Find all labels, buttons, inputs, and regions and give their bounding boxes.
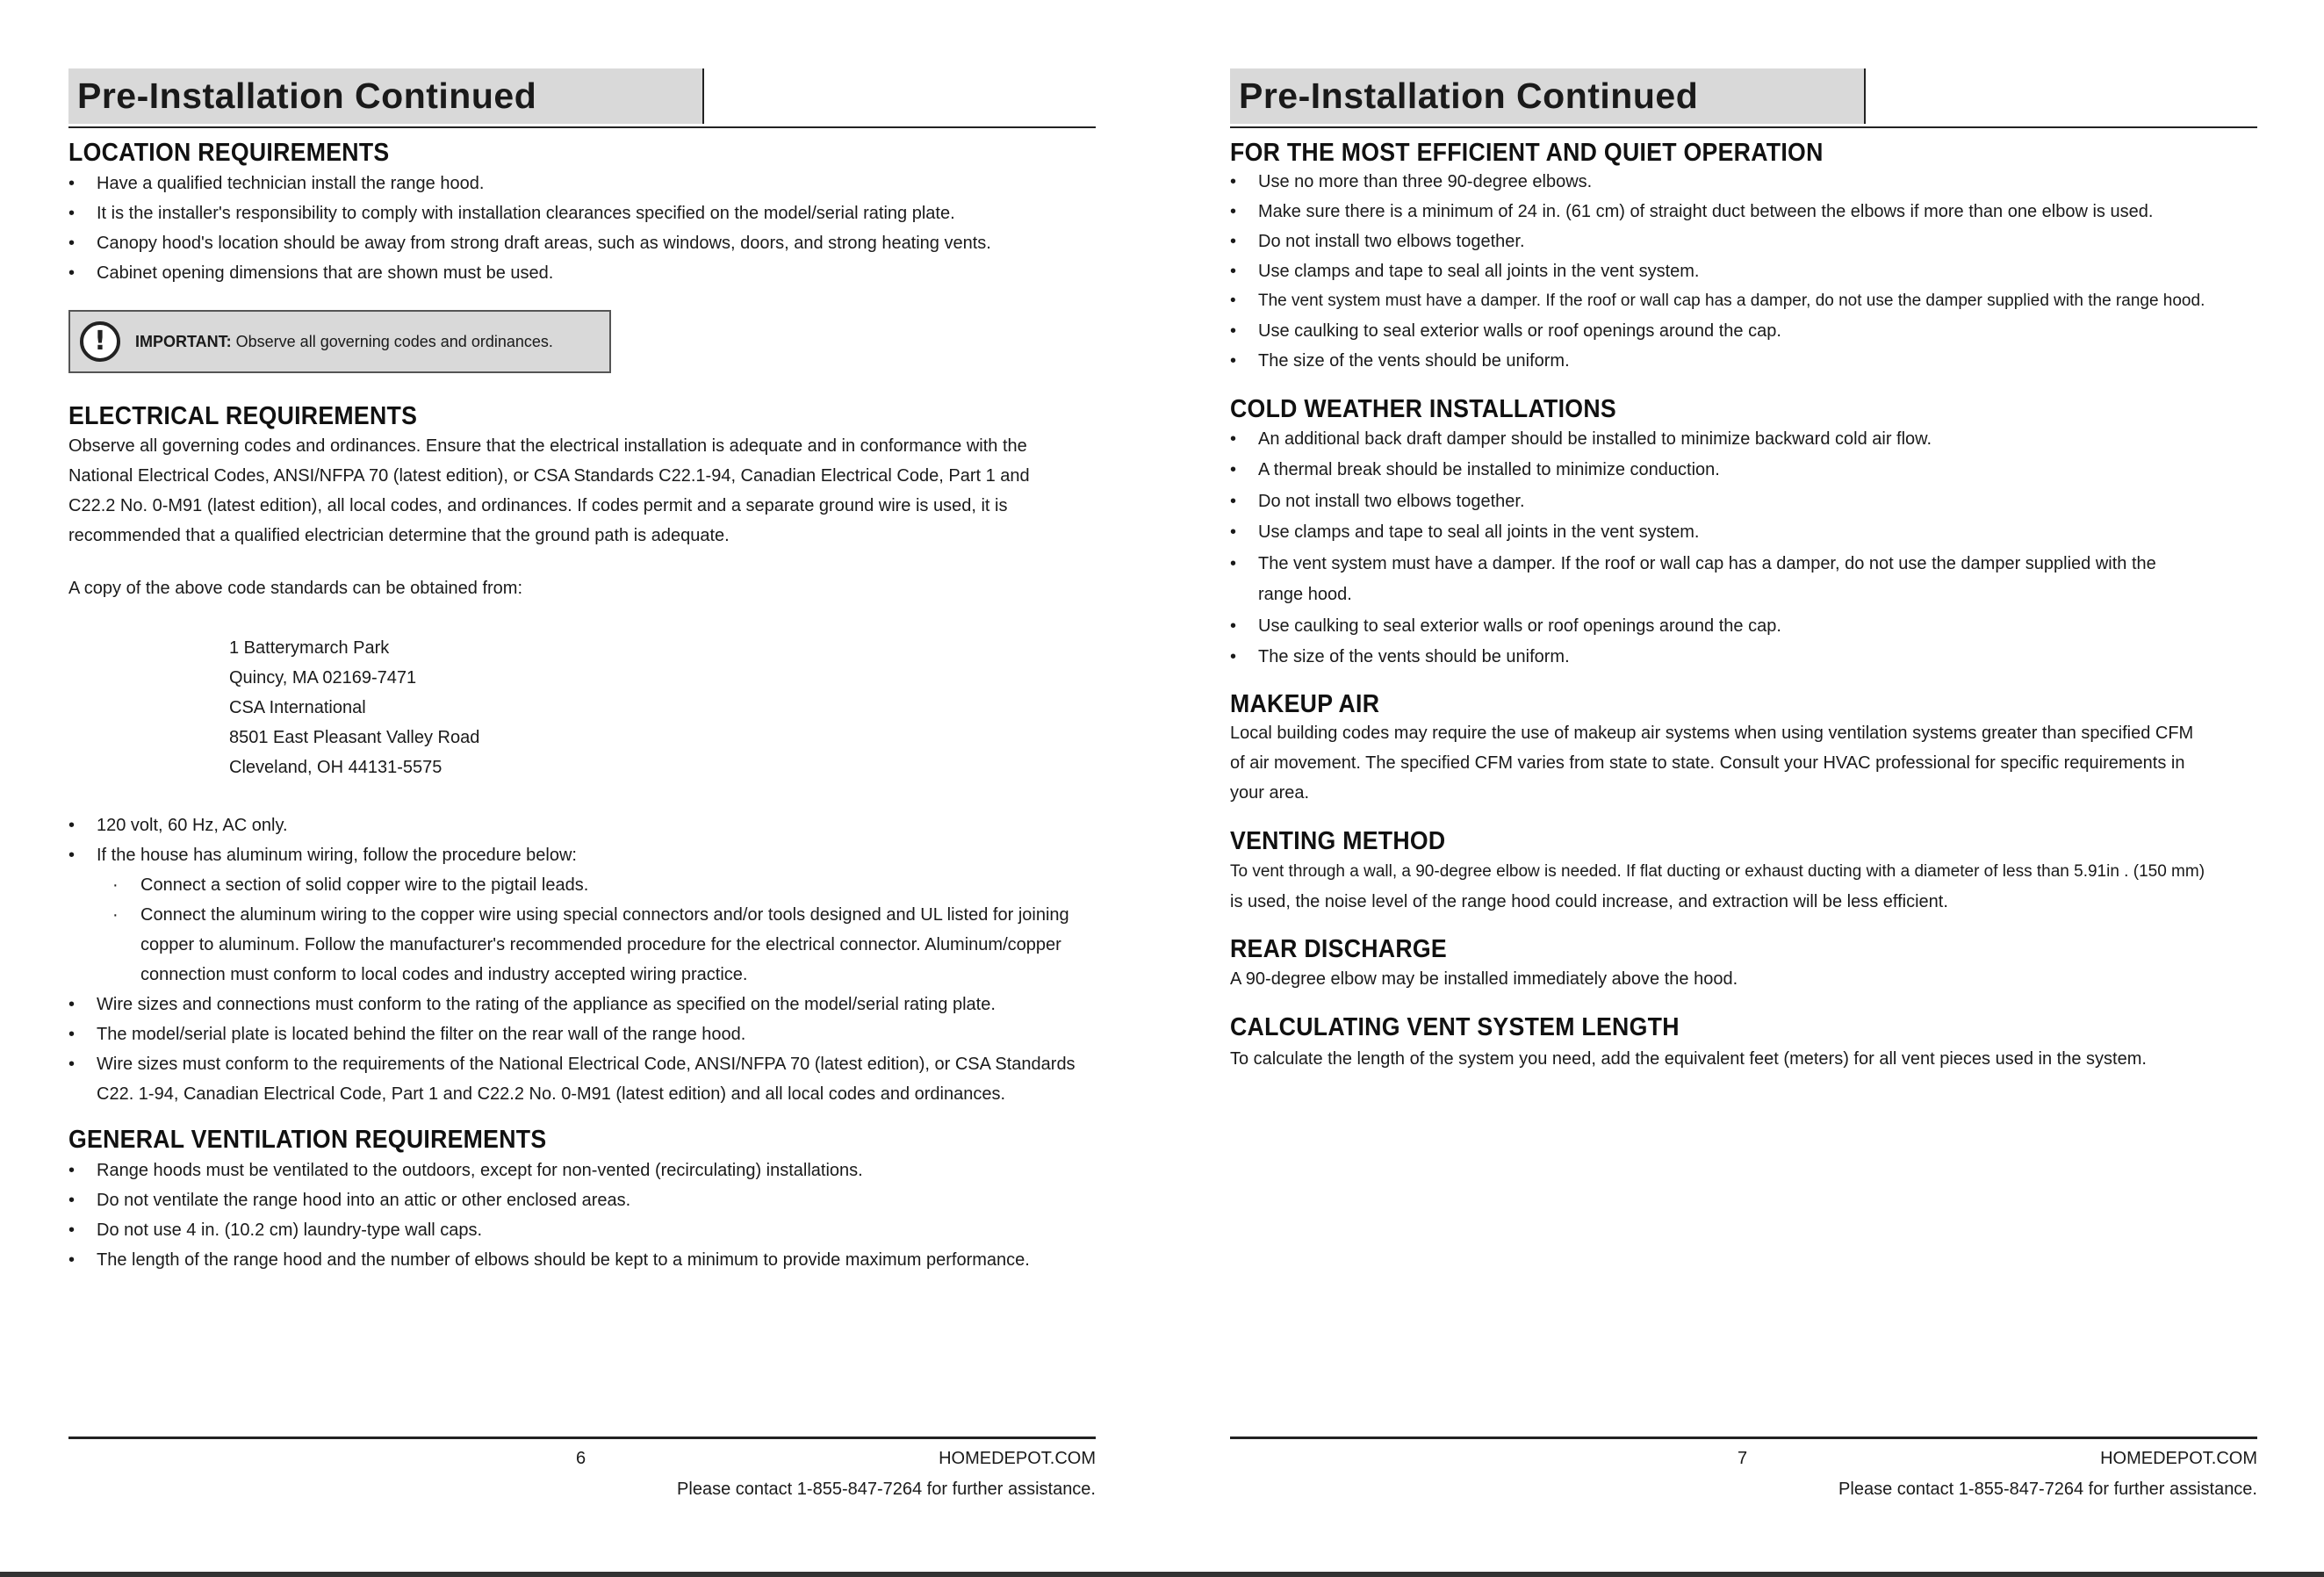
footer-site: HOMEDEPOT.COM	[939, 1449, 1096, 1468]
section-title-efficient: FOR THE MOST EFFICIENT AND QUIET OPERATION	[1230, 139, 1824, 167]
address-line: CSA International	[229, 698, 366, 717]
paragraph-line: Observe all governing codes and ordinances. Ensure that the electrical installation is adequate and in conformance with the	[68, 436, 1027, 456]
section-title-rear: REAR DISCHARGE	[1230, 935, 1447, 963]
page-title: Pre-Installation Continued	[1239, 76, 1699, 116]
paragraph-line: is used, the noise level of the range hood could increase, and extraction will be less efficient.	[1230, 892, 1948, 911]
address-line: Quincy, MA 02169-7471	[229, 668, 417, 688]
section-title-electrical: ELECTRICAL REQUIREMENTS	[68, 402, 418, 430]
paragraph-line: your area.	[1230, 783, 1310, 803]
important-text: IMPORTANT: Observe all governing codes and ordinances.	[135, 333, 553, 350]
section-title-location: LOCATION REQUIREMENTS	[68, 139, 390, 167]
paragraph-line: Local building codes may require the use of makeup air systems when using ventilation systems greater than specified CFM	[1230, 724, 2194, 743]
left-page: Pre-Installation Continued LOCATION REQUIREMENTS • Have a qualified technician install the range hood. • It is the installer's responsibility to comply with installation clearances specified on the model/serial rating plate. • Canopy hood's location should be away from strong draft areas, such as windows, doors, and strong heating vents. • Cabinet opening dimensions that are shown must be used. ! IMPORTANT: Observe all governing codes and ordinances. ELECTRICAL REQUIREMENTS Observe all governing codes and ordinances. Ensure that the electrical installation is adequate and in conformance with the National Electrical Codes, ANSI/NFPA 70 (latest edition), or CSA Standards C22.1-94, Canadian Electrical Code, Part 1 and C22.2 No. 0-M91 (latest edition), all local codes, and ordinances. If codes permit and a separate ground wire is used, it is recommended that a qualified electrician determine that the ground path is adequate. A copy of the above code standards can be obtained from: 1 Batterymarch Park Quincy, MA 02169-7471 CSA International 8501 East Pleasant Valley Road Cleveland, OH 44131-5575 • 120 volt, 60 Hz, AC only. • If the house has aluminum wiring, follow the procedure below: · Connect a section of solid copper wire to the pigtail leads. · Connect the aluminum wiring to the copper wire using special connectors and/or tools designed and UL listed for joining copper to aluminum. Follow the manufacturer's recommended procedure for the electrical connector. Aluminum/copper connection must conform to local codes and industry accepted wiring practice. • Wire sizes and connections must conform to the rating of the appliance as specified on the model/serial rating plate. • The model/serial plate is located behind the filter on the rear wall of the range hood. • Wire sizes must conform to the requirements of the National Electrical Code, ANSI/NFPA 70 (latest edition), or CSA Standards C22. 1-94, Canadian Electrical Code, Part 1 and C22.2 No. 0-M91 (latest edition) and all local codes and ordinances. GENERAL VENTILATION REQUIREMENTS • Range hoods must be ventilated to the outdoors, except for non-vented (recirculating) installations. • Do not ventilate the range hood into an attic or other enclosed areas. • Do not use 4 in. (10.2 cm) laundry-type wall caps. • The length of the range hood and the number of elbows should be kept to a minimum to provide maximum performance. 6 HOMEDEPOT.COM Please contact 1-855-847-7264 for further assistance.	[68, 0, 1096, 1537]
page-header	[1230, 68, 2257, 128]
exclamation-circle-icon	[80, 321, 120, 362]
footer-rule	[1230, 1437, 2257, 1439]
footer-rule	[68, 1437, 1096, 1439]
right-page: Pre-Installation Continued FOR THE MOST EFFICIENT AND QUIET OPERATION • Use no more than three 90-degree elbows. • Make sure there is a minimum of 24 in. (61 cm) of straight duct between the elbows if more than one elbow is used. • Do not install two elbows together. • Use clamps and tape to seal all joints in the vent system. • The vent system must have a damper. If the roof or wall cap has a damper, do not use the damper supplied with the range hood. • Use caulking to seal exterior walls or roof openings around the cap. • The size of the vents should be uniform. COLD WEATHER INSTALLATIONS • An additional back draft damper should be installed to minimize backward cold air flow. • A thermal break should be installed to minimize conduction. • Do not install two elbows together. • Use clamps and tape to seal all joints in the vent system. • The vent system must have a damper. If the roof or wall cap has a damper, do not use the damper supplied with the range hood. • Use caulking to seal exterior walls or roof openings around the cap. • The size of the vents should be uniform. MAKEUP AIR Local building codes may require the use of makeup air systems when using ventilation systems greater than specified CFM of air movement. The specified CFM varies from state to state. Consult your HVAC professional for specific requirements in your area. VENTING METHOD To vent through a wall, a 90-degree elbow is needed. If flat ducting or exhaust ducting with a diameter of less than 5.91in . (150 mm) is used, the noise level of the range hood could increase, and extraction will be less efficient. REAR DISCHARGE A 90-degree elbow may be installed immediately above the hood. CALCULATING VENT SYSTEM LENGTH To calculate the length of the system you need, add the equivalent feet (meters) for all vent pieces used in the system. 7 HOMEDEPOT.COM Please contact 1-855-847-7264 for further assistance.	[1230, 0, 2257, 1537]
paragraph-line: National Electrical Codes, ANSI/NFPA 70 (latest edition), or CSA Standards C22.1-94, Canadian Electrical Code, Part 1 and	[68, 466, 1030, 486]
footer-contact: Please contact 1-855-847-7264 for further assistance.	[677, 1480, 1096, 1499]
page-title: Pre-Installation Continued	[77, 76, 537, 116]
section-title-cold: COLD WEATHER INSTALLATIONS	[1230, 395, 1616, 423]
section-title-ventilation: GENERAL VENTILATION REQUIREMENTS	[68, 1126, 547, 1154]
header-box	[68, 68, 704, 124]
bottom-band	[0, 1572, 2324, 1577]
section-title-makeup: MAKEUP AIR	[1230, 690, 1380, 718]
paragraph-line: recommended that a qualified electrician determine that the ground path is adequate.	[68, 526, 730, 545]
address-line: 1 Batterymarch Park	[229, 638, 390, 658]
footer-contact: Please contact 1-855-847-7264 for further assistance.	[1838, 1480, 2257, 1499]
address-line: 8501 East Pleasant Valley Road	[229, 728, 480, 747]
important-notice	[68, 310, 611, 373]
header-box	[1230, 68, 1866, 124]
paragraph-line: A 90-degree elbow may be installed immediately above the hood.	[1230, 969, 1738, 989]
paragraph-line: C22.2 No. 0-M91 (latest edition), all local codes, and ordinances. If codes permit and a separate ground wire is used, it is	[68, 496, 1008, 515]
section-title-calc: CALCULATING VENT SYSTEM LENGTH	[1230, 1013, 1680, 1041]
page-number: 6	[576, 1449, 586, 1468]
section-title-venting: VENTING METHOD	[1230, 827, 1446, 855]
copy-note: A copy of the above code standards can be obtained from:	[68, 579, 523, 598]
footer-site: HOMEDEPOT.COM	[2100, 1449, 2257, 1468]
paragraph-line: To vent through a wall, a 90-degree elbow is needed. If flat ducting or exhaust ducting with a diameter of less than 5.91in . (150 mm)	[1230, 862, 2205, 881]
paragraph-line: To calculate the length of the system you need, add the equivalent feet (meters) for all vent pieces used in the system.	[1230, 1049, 2147, 1069]
page-header	[68, 68, 1096, 128]
address-line: Cleveland, OH 44131-5575	[229, 758, 442, 777]
page-number: 7	[1738, 1449, 1748, 1468]
paragraph-line: of air movement. The specified CFM varies from state to state. Consult your HVAC professional for specific requirements in	[1230, 753, 2185, 773]
